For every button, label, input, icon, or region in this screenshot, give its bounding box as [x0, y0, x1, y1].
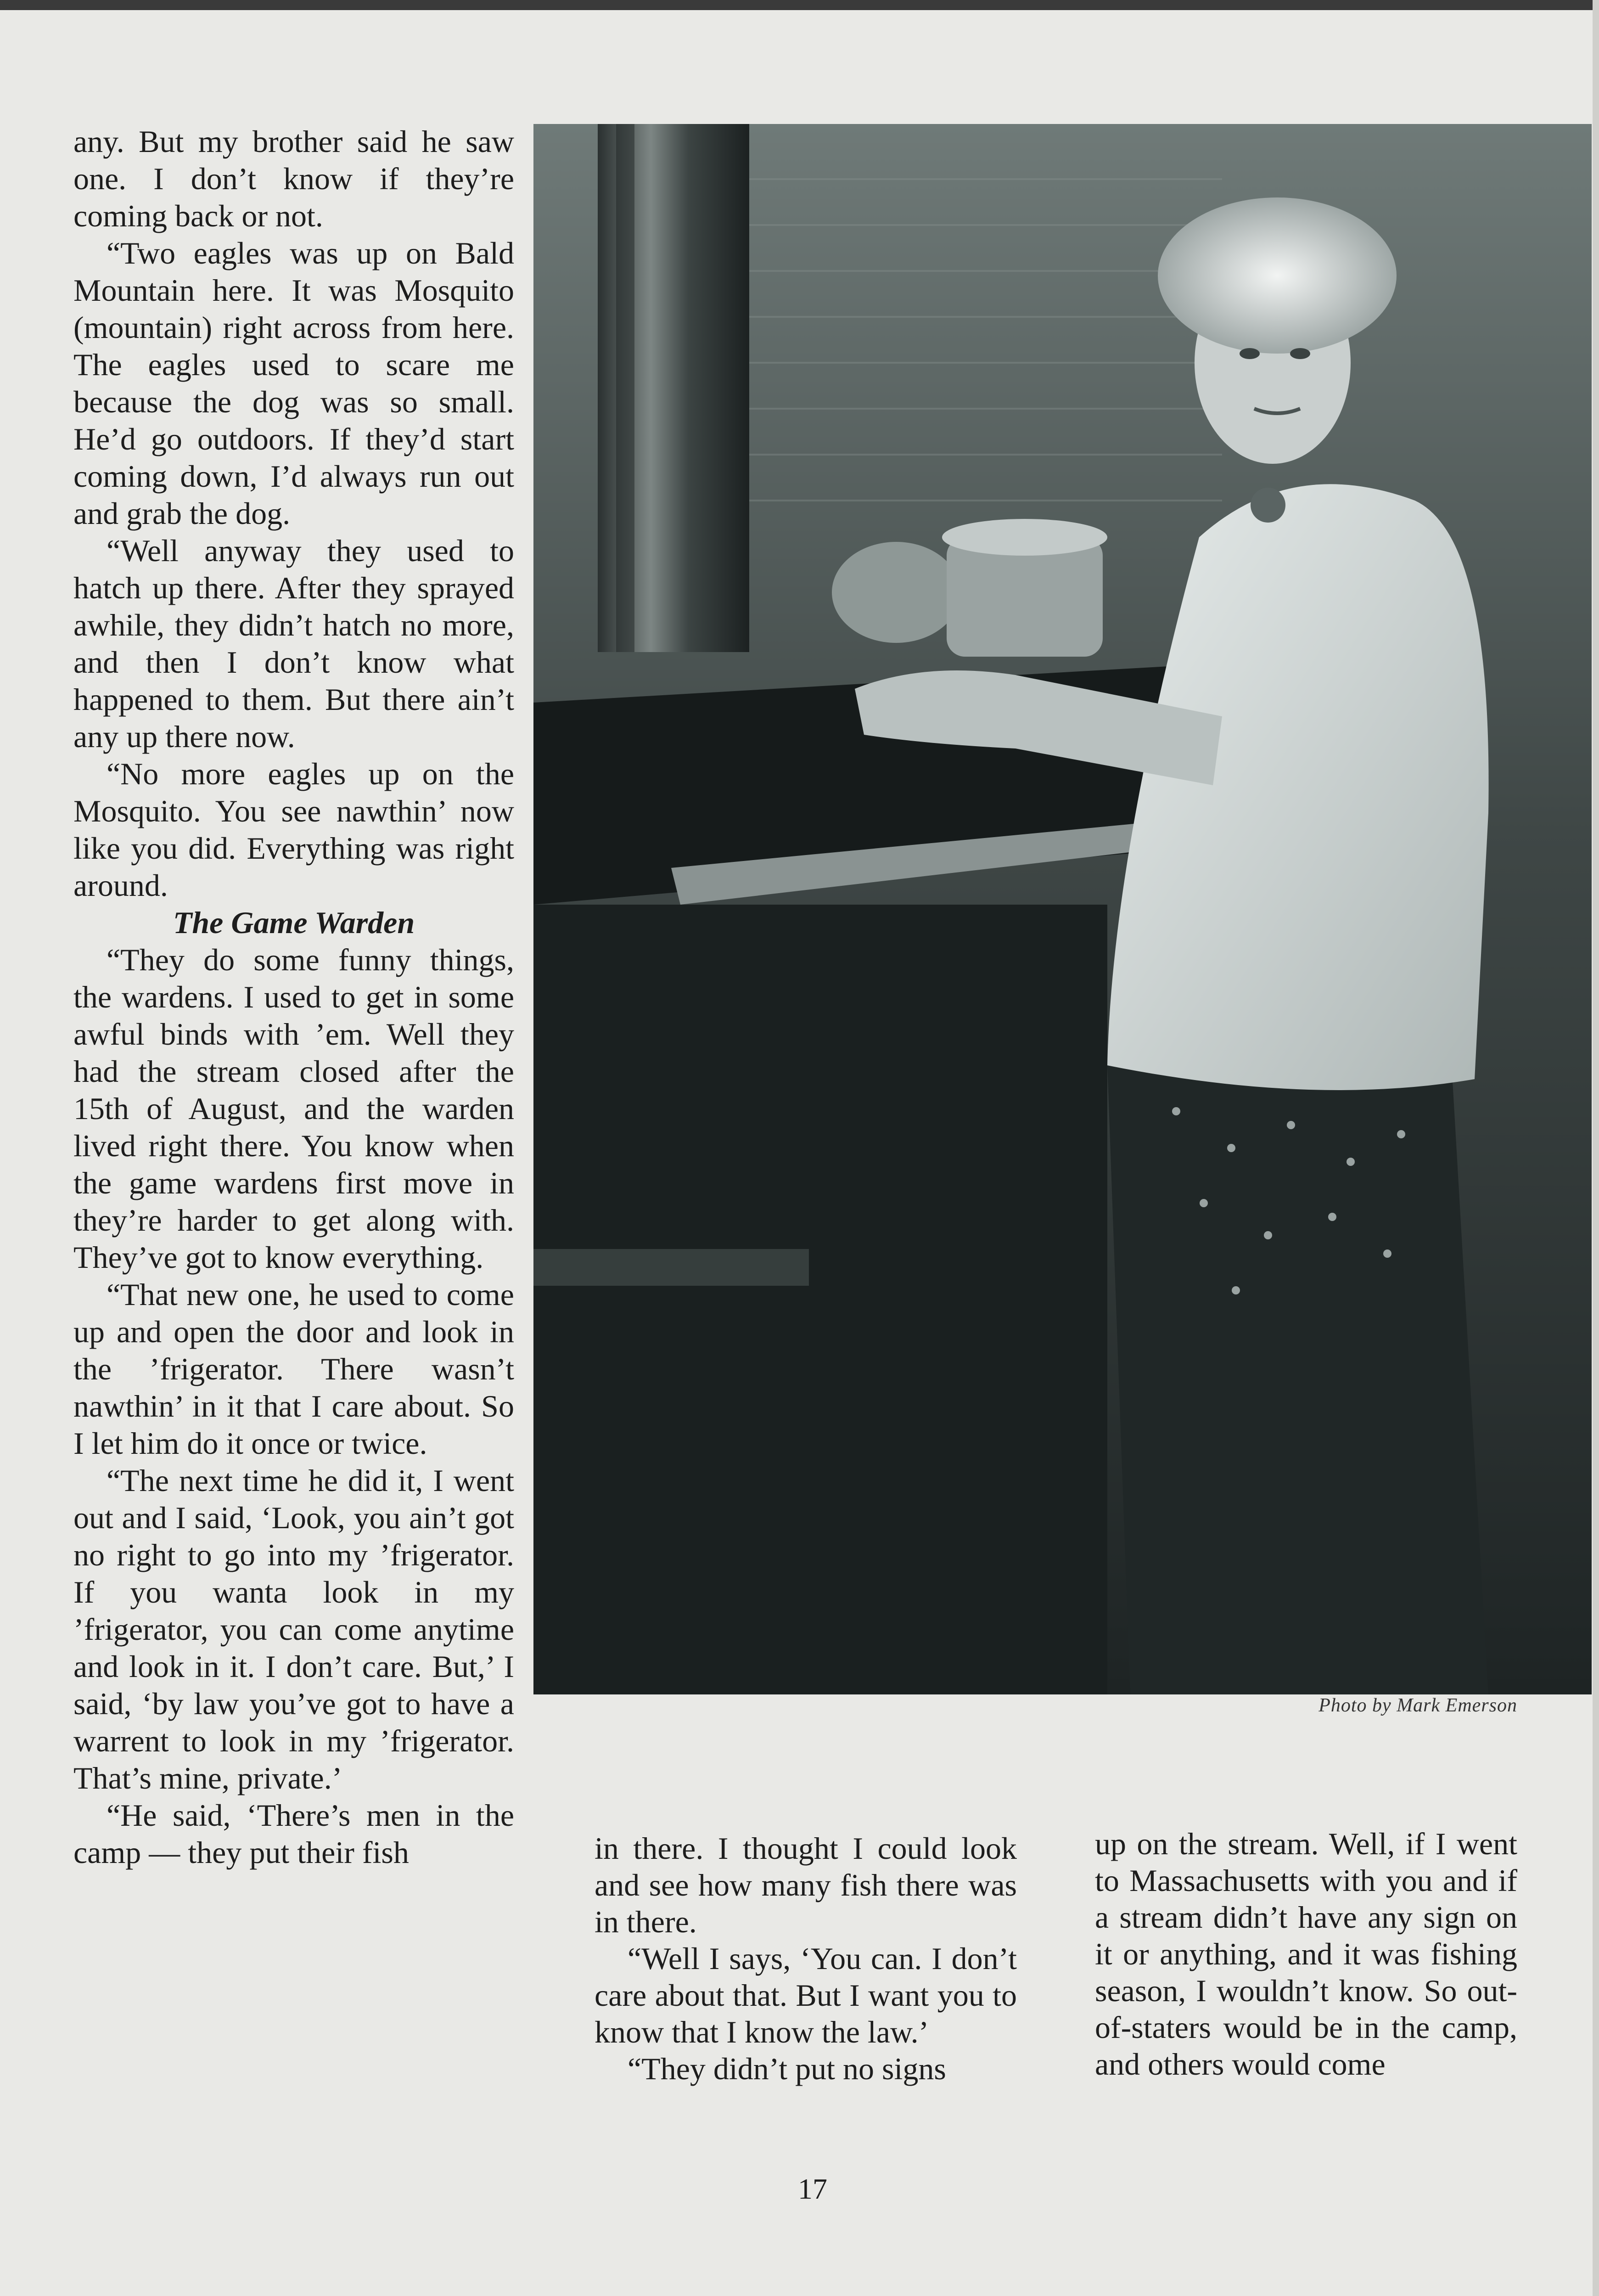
paragraph: up on the stream. Well, if I went to Massachusetts with you and if a stream didn’t have any sign on it or anything, and it was fishing season, I wouldn’t know. So out-of-staters would be in the camp, and others would come [1095, 1826, 1517, 2082]
paragraph: any. But my brother said he saw one. I don’t know if they’re coming back or not. [73, 124, 514, 233]
paragraph: “No more eagles up on the Mosquito. You see nawthin’ now like you did. Everything was right around. [73, 756, 514, 903]
photograph-woman-at-stove [533, 124, 1592, 1694]
paragraph: “Well I says, ‘You can. I don’t care about that. But I want you to know that I know the law.’ [595, 1941, 1017, 2049]
paragraph: “They didn’t put no signs [628, 2051, 946, 2086]
page-number: 17 [798, 2172, 827, 2205]
section-heading: The Game Warden [173, 905, 415, 940]
right-text-column [1095, 1825, 1517, 2082]
paragraph: in there. I thought I could look and see how many fish there was in there. [595, 1831, 1017, 1939]
paragraph: “The next time he did it, I went out and I said, ‘Look, you ain’t got no right to go into my ’frigerator. If you wanta look in my ’frigerator, you can come anytime and look in it. I don’t care. But,’ I said, ‘by law you’ve got to have a warrent to look in my ’frigerator. That’s mine, private.’ [73, 1463, 514, 1795]
paragraph: “They do some funny things, the wardens. I used to get in some awful binds with ’em. Well they had the stream closed after the 15th of August, and the warden lived right there. You know when the game wardens first move in they’re harder to get along with. They’ve got to know everything. [73, 942, 514, 1275]
scan-right-edge [1593, 0, 1599, 2296]
scan-top-edge [0, 0, 1599, 10]
paragraph: “Two eagles was up on Bald Mountain here. It was Mosquito (mountain) right across from here. The eagles used to scare me because the dog was so small. He’d go outdoors. If they’d start coming down, I’d always run out and grab the dog. [73, 236, 514, 531]
left-text-column [73, 123, 514, 1871]
paragraph: “That new one, he used to come up and open the door and look in the ’frigerator. There wasn’t nawthin’ in it that I care about. So I let him do it once or twice. [73, 1277, 514, 1461]
paragraph: “He said, ‘There’s men in the camp — they put their fish [73, 1798, 514, 1870]
middle-text-column [595, 1830, 1017, 2087]
photo-credit: Photo by Mark Emerson [1318, 1695, 1517, 1716]
paragraph: “Well anyway they used to hatch up there. After they sprayed awhile, they didn’t hatch no more, and then I don’t know what happened to them. But there ain’t any up there now. [73, 533, 514, 754]
